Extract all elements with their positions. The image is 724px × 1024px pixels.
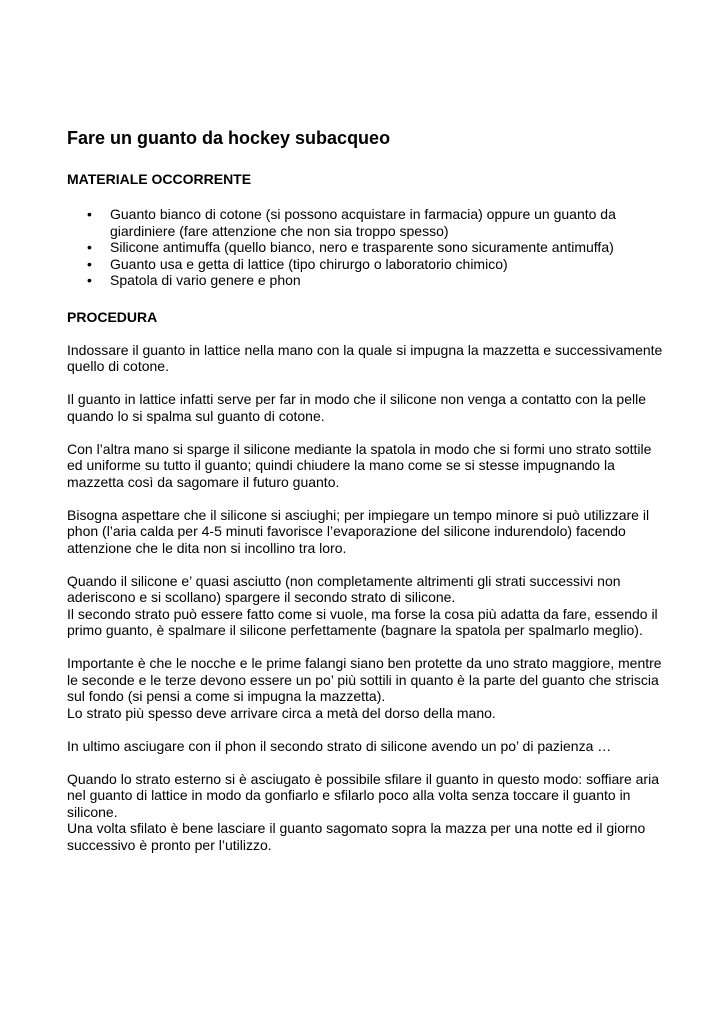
procedure-step [67, 771, 667, 854]
procedure-step [67, 391, 667, 424]
procedure-step [67, 573, 667, 639]
list-item-text: Guanto bianco di cotone (si possono acquistare in farmacia) oppure un guanto da giardiniere (fare attenzione che non sia troppo spesso) [110, 206, 616, 239]
paragraph: Bisogna aspettare che il silicone si asciughi; per impiegare un tempo minore si può utilizzare il phon (l’aria calda per 4-5 minuti favorisce l’evaporazione del silicone indurendolo) facendo attenzione che le dita non si incollino tra loro. [67, 506, 650, 556]
list-item-text: Silicone antimuffa (quello bianco, nero e trasparente sono sicuramente antimuffa) [110, 239, 614, 255]
procedure-step [67, 655, 667, 721]
list-item [67, 206, 667, 239]
procedure-heading: PROCEDURA [67, 308, 158, 325]
materials-heading: MATERIALE OCCORRENTE [67, 171, 252, 187]
paragraph: Il secondo strato può essere fatto come si vuole, ma forse la cosa più adatta da fare, essendo il primo guanto, è spalmare il silicone perfettamente (bagnare la spatola per spalmarlo meglio). [67, 605, 658, 638]
paragraph: Quando lo strato esterno si è asciugato è possibile sfilare il guanto in questo modo: soffiare aria nel guanto di lattice in modo da gonfiarlo e sfilarlo poco alla volta senza toccare il guanto in silicone. [67, 770, 659, 820]
procedure-step [67, 507, 667, 557]
document-title: Fare un guanto da hockey subacqueo [67, 128, 391, 148]
bullet-icon: • [87, 255, 92, 272]
procedure-step [67, 738, 667, 755]
paragraph: Lo strato più spesso deve arrivare circa a metà del dorso della mano. [67, 704, 496, 721]
paragraph: Quando il silicone e’ quasi asciutto (non completamente altrimenti gli strati successivi non aderiscono e si scollano) spargere il secondo strato di silicone. [67, 572, 621, 605]
procedure-body [67, 342, 667, 854]
paragraph: Importante è che le nocche e le prime falangi siano ben protette da uno strato maggiore, mentre le seconde e le terze devono essere un po’ più sottili in quanto è la parte del guanto che striscia sul fondo (si pensi a come si impugna la mazzetta). [67, 655, 662, 704]
list-item [67, 239, 667, 256]
materials-list [67, 206, 667, 289]
bullet-icon: • [87, 272, 92, 288]
list-item [67, 256, 667, 273]
document-page [67, 127, 667, 853]
paragraph: In ultimo asciugare con il phon il secondo strato di silicone avendo un po’ di pazienza … [67, 737, 612, 754]
list-item-text: Spatola di vario genere e phon [110, 272, 301, 288]
list-item-text: Guanto usa e getta di lattice (tipo chirurgo o laboratorio chimico) [110, 255, 508, 272]
paragraph: Il guanto in lattice infatti serve per far in modo che il silicone non venga a contatto con la pelle quando lo si spalma sul guanto di cotone. [67, 391, 647, 424]
bullet-icon: • [87, 239, 92, 255]
paragraph: Indossare il guanto in lattice nella mano con la quale si impugna la mazzetta e successivamente quello di cotone. [67, 341, 663, 374]
paragraph: Con l’altra mano si sparge il silicone mediante la spatola in modo che si formi uno strato sottile ed uniforme su tutto il guanto; quindi chiudere la mano come se si stesse impugnando la mazzetta così da sagomare il futuro guanto. [67, 440, 652, 490]
procedure-step [67, 441, 667, 491]
bullet-icon: • [87, 206, 92, 222]
procedure-step [67, 342, 667, 375]
paragraph: Una volta sfilato è bene lasciare il guanto sagomato sopra la mazza per una notte ed il giorno successivo è pronto per l’utilizzo. [67, 820, 646, 853]
list-item [67, 272, 667, 289]
